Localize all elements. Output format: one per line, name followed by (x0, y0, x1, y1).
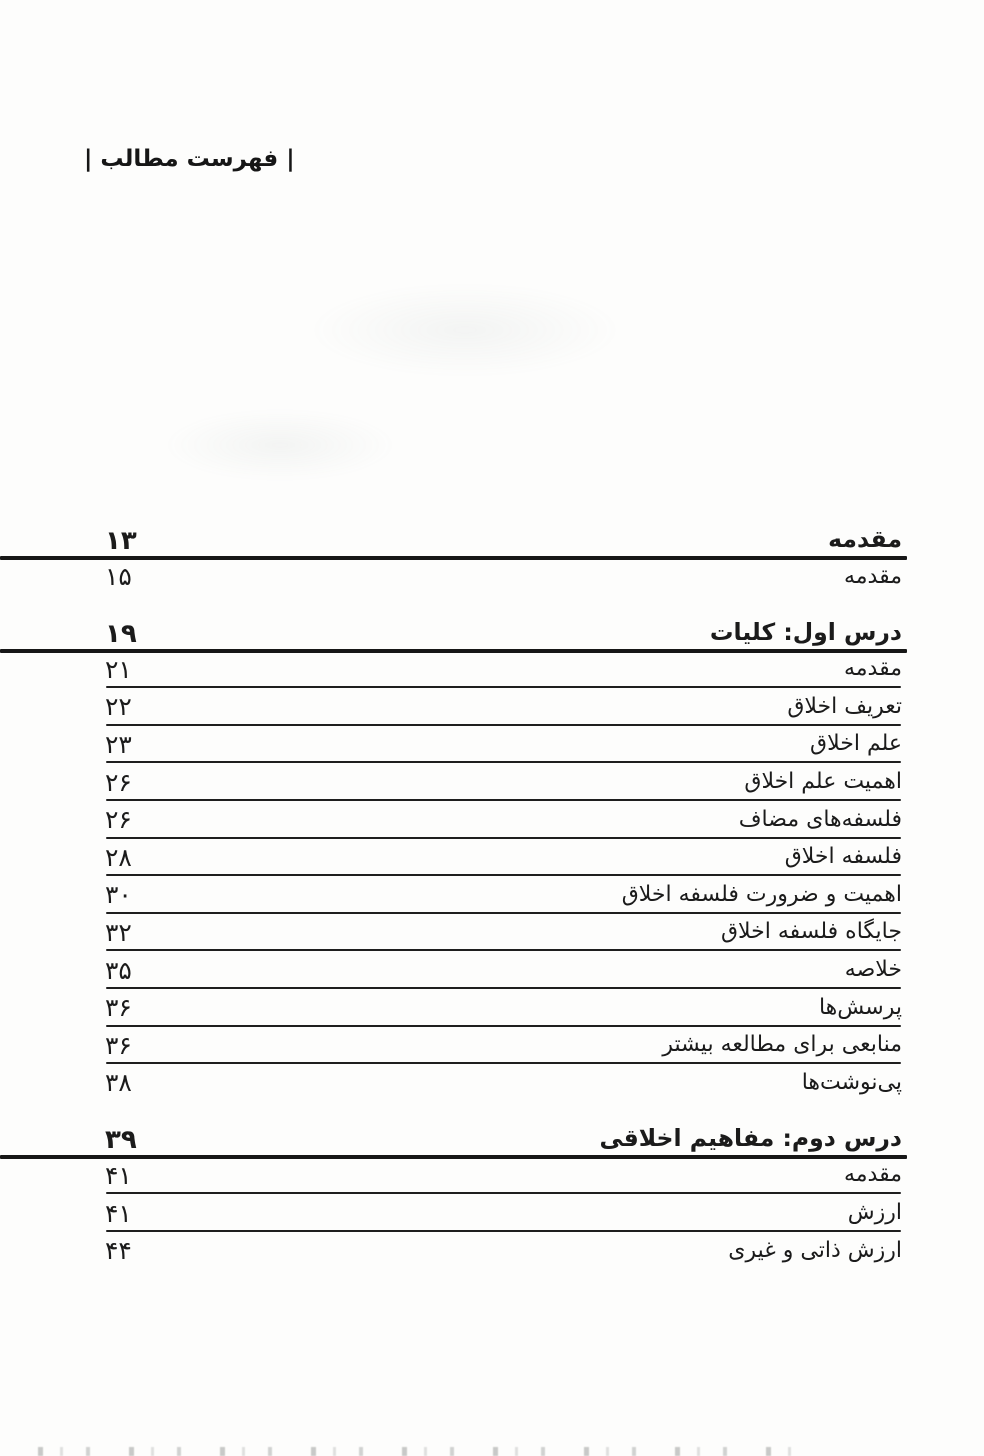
toc-section-title: درس اول: کلیات (709, 617, 902, 646)
toc-entry-title: تعریف اخلاق (787, 693, 902, 719)
toc-section-page-number: ۳۹ (105, 1124, 137, 1155)
toc-list (105, 527, 902, 1270)
page-header (84, 146, 295, 172)
toc-entry (105, 1064, 902, 1102)
toc-entry (105, 688, 902, 726)
toc-entry-page-number: ۲۸ (105, 842, 132, 872)
toc-entry (105, 876, 902, 914)
scan-bleedthrough-smudge (250, 265, 680, 395)
toc-entry-title: پرسش‌ها (818, 994, 902, 1020)
toc-entry-title: فلسفه‌های مضاف (738, 806, 902, 832)
toc-entry-page-number: ۲۶ (105, 805, 132, 835)
toc-entry-page-number: ۳۵ (105, 955, 132, 985)
page-header-title: | فهرست مطالب | (84, 146, 295, 172)
toc-entry (105, 989, 902, 1027)
toc-section-title: درس دوم: مفاهیم اخلاقی (599, 1123, 902, 1152)
toc-entry-title: ارزش ذاتی و غیری (728, 1237, 902, 1263)
toc-entry (105, 914, 902, 952)
scan-bleedthrough-smudge (120, 395, 440, 495)
toc-entry-page-number: ۳۰ (105, 880, 132, 910)
toc-entry (105, 763, 902, 801)
toc-entry-page-number: ۴۱ (105, 1161, 132, 1191)
toc-entry-title: مقدمه (843, 656, 902, 682)
toc-entry-title: خلاصه (844, 957, 902, 983)
toc-entry-title: مقدمه (843, 1162, 902, 1188)
toc-entry-page-number: ۴۱ (105, 1198, 132, 1228)
toc-entry (105, 651, 902, 689)
toc-entry (105, 726, 902, 764)
toc-entry-title: جایگاه فلسفه اخلاق (720, 919, 902, 945)
toc-entry (105, 951, 902, 989)
toc-entry-title: ارزش (847, 1200, 902, 1226)
toc-entry-page-number: ۳۶ (105, 993, 132, 1023)
toc-entry (105, 839, 902, 877)
toc-entry (105, 1157, 902, 1195)
toc-entry-page-number: ۴۴ (105, 1236, 132, 1266)
toc-entry-page-number: ۲۱ (105, 654, 132, 684)
toc-entry (105, 1194, 902, 1232)
toc-entry-page-number: ۳۶ (105, 1030, 132, 1060)
toc-section-page-number: ۱۳ (105, 526, 137, 556)
toc-entry-page-number: ۲۶ (105, 767, 132, 797)
toc-section-page-number: ۱۹ (105, 618, 137, 649)
toc-entry-title: اهمیت علم اخلاق (744, 769, 902, 795)
toc-section-header (105, 527, 902, 558)
toc-entry-title: علم اخلاق (810, 731, 902, 757)
toc-entry-title: مقدمه (843, 563, 902, 589)
toc-entry-title: منابعی برای مطالعه بیشتر (662, 1032, 902, 1058)
toc-entry-page-number: ۳۸ (105, 1068, 132, 1098)
toc-entry (105, 558, 902, 596)
scan-edge-artifact (38, 1447, 800, 1456)
toc-entry-page-number: ۱۵ (105, 562, 132, 592)
toc-section-header (105, 617, 902, 651)
toc-section-header (105, 1123, 902, 1157)
toc-entry (105, 801, 902, 839)
toc-entry-title: فلسفه اخلاق (784, 844, 902, 870)
toc-entry (105, 1027, 902, 1065)
toc-entry-page-number: ۲۳ (105, 730, 132, 760)
toc-entry-page-number: ۲۲ (105, 692, 132, 722)
toc-entry-title: پی‌نوشت‌ها (801, 1069, 902, 1095)
toc-entry-page-number: ۳۲ (105, 918, 132, 948)
toc-section-title: مقدمه (828, 525, 902, 553)
toc-entry-title: اهمیت و ضرورت فلسفه اخلاق (621, 881, 902, 907)
toc-entry (105, 1232, 902, 1270)
